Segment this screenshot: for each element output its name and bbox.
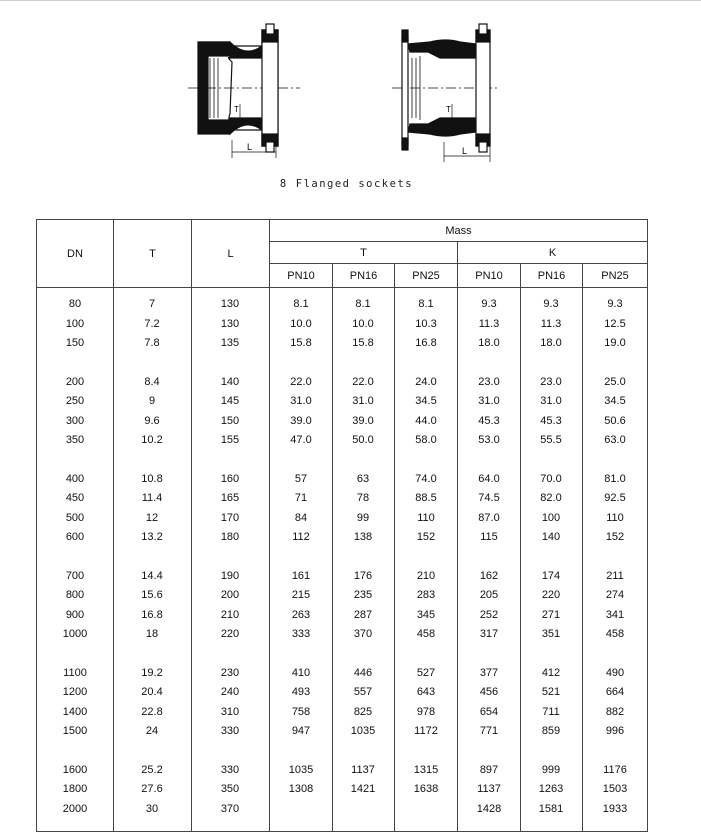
- table-cell: 600: [65, 531, 85, 543]
- header-mass: Mass: [445, 225, 472, 237]
- table-cell: 53.0: [478, 434, 500, 446]
- header-sub-pn16-k: PN16: [537, 270, 566, 282]
- table-cell: 882: [605, 705, 625, 718]
- dim-l-label-left: L: [247, 142, 253, 152]
- table-cell: 350: [220, 783, 240, 795]
- mass-table: [36, 219, 648, 832]
- table-cell: 1200: [62, 686, 88, 698]
- table-cell: 300: [65, 414, 85, 427]
- table-cell: 557: [353, 686, 373, 698]
- table-cell: 1035: [350, 725, 376, 737]
- table-cell: 34.5: [604, 395, 626, 407]
- table-cell: 170: [220, 511, 240, 524]
- table-cell: 11.4: [141, 492, 163, 504]
- table-cell: 22.8: [141, 705, 163, 718]
- table-cell: 180: [220, 531, 240, 543]
- table-cell: 10.8: [141, 472, 163, 485]
- table-cell: 8.1: [293, 298, 309, 310]
- table-cell: 23.0: [540, 375, 562, 388]
- table-cell: 263: [291, 608, 311, 621]
- table-cell: 450: [65, 492, 85, 504]
- table-cell: 235: [353, 589, 373, 601]
- table-cell: 1428: [476, 802, 502, 815]
- table-cell: 25.2: [141, 763, 163, 776]
- dim-t-label-left: T: [234, 105, 239, 114]
- table-cell: 130: [220, 317, 240, 330]
- table-cell: 150: [220, 414, 240, 427]
- table-cell: 1638: [413, 783, 439, 795]
- table-cell: 412: [541, 666, 561, 679]
- table-cell: 458: [416, 628, 436, 640]
- table-cell: 654: [479, 705, 499, 718]
- table-cell: 330: [220, 763, 240, 776]
- table-cell: 155: [220, 434, 240, 446]
- table-cell: 230: [220, 666, 240, 679]
- table-cell: 1600: [62, 763, 88, 776]
- socket-drawing-t: [188, 24, 300, 158]
- table-cell: 160: [220, 472, 240, 485]
- table-cell: 18.0: [478, 337, 500, 349]
- table-cell: 140: [541, 531, 561, 543]
- table-cell: 8.4: [144, 375, 160, 388]
- table-cell: 135: [220, 337, 240, 349]
- table-cell: 400: [65, 472, 85, 485]
- col-divider: [269, 220, 270, 831]
- table-cell: 31.0: [352, 395, 374, 407]
- table-cell: 11.3: [478, 317, 500, 330]
- col-divider: [457, 241, 458, 831]
- table-cell: 50.0: [352, 434, 374, 446]
- table-cell: 9.3: [543, 298, 559, 310]
- table-cell: 2000: [62, 802, 88, 815]
- table-cell: 446: [353, 666, 373, 679]
- table-cell: 200: [220, 589, 240, 601]
- table-cell: 92.5: [604, 492, 626, 504]
- col-divider: [394, 263, 395, 831]
- table-cell: 152: [605, 531, 625, 543]
- table-cell: 15.6: [141, 589, 163, 601]
- table-cell: 711: [542, 705, 560, 718]
- table-cell: 45.3: [478, 414, 500, 427]
- table-cell: 370: [353, 628, 373, 640]
- header-dn: DN: [67, 248, 83, 260]
- table-cell: 7.2: [144, 317, 160, 330]
- table-cell: 205: [479, 589, 499, 601]
- table-cell: 99: [356, 511, 370, 524]
- table-cell: 330: [220, 725, 240, 737]
- table-cell: 11.3: [540, 317, 562, 330]
- dim-t-label-right: T: [446, 105, 451, 114]
- table-cell: 8.1: [355, 298, 371, 310]
- table-cell: 1503: [602, 783, 628, 795]
- table-cell: 287: [353, 608, 373, 621]
- header-l: L: [227, 248, 234, 260]
- table-cell: 897: [479, 763, 499, 776]
- table-cell: 84: [294, 511, 308, 524]
- table-cell: 18.0: [540, 337, 562, 349]
- table-cell: 18: [145, 628, 159, 640]
- table-cell: 1000: [62, 628, 88, 640]
- table-cell: 80: [68, 298, 82, 310]
- table-cell: 13.2: [141, 531, 163, 543]
- table-cell: 64.0: [478, 472, 500, 485]
- table-cell: 24.0: [415, 375, 437, 388]
- table-cell: 22.0: [352, 375, 374, 388]
- table-cell: 493: [291, 686, 311, 698]
- table-cell: 44.0: [415, 414, 437, 427]
- table-cell: 1421: [350, 783, 376, 795]
- table-cell: 110: [417, 511, 435, 524]
- table-cell: 23.0: [478, 375, 500, 388]
- table-cell: 130: [220, 298, 240, 310]
- table-cell: 165: [220, 492, 240, 504]
- figure-caption: [0, 178, 701, 190]
- table-cell: 345: [416, 608, 436, 621]
- table-cell: 10.0: [290, 317, 312, 330]
- table-cell: 700: [65, 569, 85, 582]
- table-cell: 12.5: [604, 317, 626, 330]
- header-group-t: T: [360, 247, 367, 259]
- table-cell: 74.5: [478, 492, 500, 504]
- table-cell: 27.6: [141, 783, 163, 795]
- table-cell: 14.4: [141, 569, 163, 582]
- table-cell: 63.0: [604, 434, 626, 446]
- table-cell: 215: [291, 589, 311, 601]
- table-cell: 87.0: [478, 511, 500, 524]
- table-cell: 1035: [288, 763, 314, 776]
- table-cell: 9.3: [481, 298, 497, 310]
- caption-number: 8: [279, 178, 288, 190]
- table-cell: 410: [291, 666, 311, 679]
- header-sub-pn25-k: PN25: [601, 270, 629, 282]
- table-cell: 39.0: [352, 414, 374, 427]
- table-cell: 70.0: [540, 472, 562, 485]
- table-cell: 664: [605, 686, 625, 698]
- table-cell: 521: [541, 686, 561, 698]
- table-cell: 58.0: [415, 434, 437, 446]
- table-cell: 252: [479, 608, 499, 621]
- dim-l-label-right: L: [462, 146, 468, 156]
- socket-drawing-k: [392, 24, 500, 162]
- table-cell: 310: [220, 705, 240, 718]
- table-cell: 1100: [63, 666, 87, 679]
- table-cell: 50.6: [604, 414, 626, 427]
- caption-text: Flanged sockets: [295, 178, 414, 190]
- table-cell: 145: [220, 395, 240, 407]
- table-cell: 31.0: [478, 395, 500, 407]
- table-cell: 9.3: [607, 298, 623, 310]
- table-cell: 150: [65, 337, 85, 349]
- table-cell: 1581: [538, 802, 564, 815]
- table-cell: 1263: [538, 783, 564, 795]
- table-cell: 140: [220, 375, 240, 388]
- table-cell: 350: [65, 434, 85, 446]
- table-cell: 333: [291, 628, 311, 640]
- table-cell: 10.2: [141, 434, 163, 446]
- header-group-k: K: [548, 247, 557, 259]
- table-cell: 351: [541, 628, 561, 640]
- table-cell: 112: [292, 531, 310, 543]
- table-cell: 490: [605, 666, 625, 679]
- table-cell: 31.0: [290, 395, 312, 407]
- table-cell: 74.0: [415, 472, 437, 485]
- table-cell: 39.0: [290, 414, 312, 427]
- table-cell: 30: [145, 802, 159, 815]
- table-cell: 500: [65, 511, 85, 524]
- header-sub-pn10-k: PN10: [475, 270, 503, 282]
- table-cell: 16.8: [141, 608, 163, 621]
- row-divider: [269, 263, 647, 264]
- table-cell: 527: [416, 666, 436, 679]
- table-cell: 211: [606, 569, 624, 582]
- table-cell: 10.0: [352, 317, 374, 330]
- table-cell: 978: [416, 705, 436, 718]
- table-cell: 220: [541, 589, 561, 601]
- header-sub-pn16-t: PN16: [349, 270, 378, 282]
- table-cell: 161: [291, 569, 311, 582]
- table-cell: 34.5: [415, 395, 437, 407]
- table-cell: 283: [416, 589, 436, 601]
- table-cell: 1308: [288, 783, 314, 795]
- table-cell: 1933: [602, 802, 628, 815]
- table-cell: 250: [65, 395, 85, 407]
- table-cell: 947: [291, 725, 311, 737]
- table-cell: 999: [541, 763, 561, 776]
- table-cell: 8.1: [418, 298, 434, 310]
- table-cell: 10.3: [415, 317, 437, 330]
- table-cell: 15.8: [290, 337, 312, 349]
- table-cell: 19.2: [141, 666, 163, 679]
- table-cell: 31.0: [540, 395, 562, 407]
- table-cell: 78: [356, 492, 370, 504]
- table-cell: 210: [220, 608, 240, 621]
- table-cell: 200: [65, 375, 85, 388]
- table-cell: 220: [220, 628, 240, 640]
- row-divider: [269, 241, 647, 242]
- table-cell: 1800: [62, 783, 88, 795]
- table-cell: 370: [220, 802, 240, 815]
- table-cell: 110: [606, 511, 624, 524]
- table-cell: 100: [541, 511, 561, 524]
- table-cell: 138: [353, 531, 373, 543]
- table-cell: 1500: [62, 725, 88, 737]
- table-cell: 45.3: [540, 414, 562, 427]
- table-cell: 19.0: [604, 337, 626, 349]
- table-cell: 859: [541, 725, 561, 737]
- header-sub-pn10-t: PN10: [287, 270, 315, 282]
- table-cell: 210: [416, 569, 436, 582]
- table-cell: 24: [145, 725, 159, 737]
- table-cell: 800: [65, 589, 85, 601]
- col-divider: [191, 220, 192, 831]
- table-cell: 1137: [351, 763, 375, 776]
- table-cell: 1315: [413, 763, 439, 776]
- table-cell: 271: [541, 608, 561, 621]
- table-cell: 458: [605, 628, 625, 640]
- table-cell: 9: [148, 395, 156, 407]
- flanged-socket-drawings: [0, 0, 701, 200]
- table-cell: 15.8: [352, 337, 374, 349]
- table-cell: 274: [605, 589, 625, 601]
- col-divider: [113, 220, 114, 831]
- table-cell: 341: [605, 608, 625, 621]
- table-cell: 47.0: [290, 434, 312, 446]
- table-cell: 176: [353, 569, 373, 582]
- table-cell: 82.0: [540, 492, 562, 504]
- table-cell: 900: [65, 608, 85, 621]
- table-cell: 20.4: [141, 686, 163, 698]
- table-cell: 71: [294, 492, 308, 504]
- table-cell: 12: [145, 511, 159, 524]
- header-t: T: [149, 248, 156, 260]
- table-cell: 771: [479, 725, 499, 737]
- table-cell: 996: [605, 725, 625, 737]
- table-cell: 7.8: [144, 337, 160, 349]
- table-cell: 88.5: [415, 492, 437, 504]
- header-sub-pn25-t: PN25: [412, 270, 440, 282]
- table-cell: 55.5: [540, 434, 562, 446]
- table-cell: 456: [479, 686, 499, 698]
- table-cell: 190: [220, 569, 240, 582]
- table-cell: 643: [416, 686, 436, 698]
- table-cell: 1137: [477, 783, 501, 795]
- table-cell: 1176: [603, 763, 627, 776]
- table-cell: 100: [65, 317, 85, 330]
- table-cell: 174: [541, 569, 561, 582]
- table-cell: 825: [353, 705, 373, 718]
- table-cell: 758: [291, 705, 311, 718]
- col-divider: [582, 263, 583, 831]
- table-cell: 152: [416, 531, 436, 543]
- table-cell: 1172: [414, 725, 438, 737]
- table-cell: 57: [294, 472, 308, 485]
- table-cell: 162: [479, 569, 499, 582]
- table-cell: 377: [479, 666, 499, 679]
- table-cell: 22.0: [290, 375, 312, 388]
- table-cell: 25.0: [604, 375, 626, 388]
- table-cell: 81.0: [604, 472, 626, 485]
- table-cell: 1400: [62, 705, 88, 718]
- table-cell: 317: [479, 628, 499, 640]
- table-cell: 9.6: [144, 414, 160, 427]
- table-cell: 240: [220, 686, 240, 698]
- table-cell: 115: [480, 531, 498, 543]
- table-cell: 63: [356, 472, 370, 485]
- table-cell: 7: [148, 298, 156, 310]
- header-bottom-rule: [37, 287, 647, 288]
- table-cell: 16.8: [415, 337, 437, 349]
